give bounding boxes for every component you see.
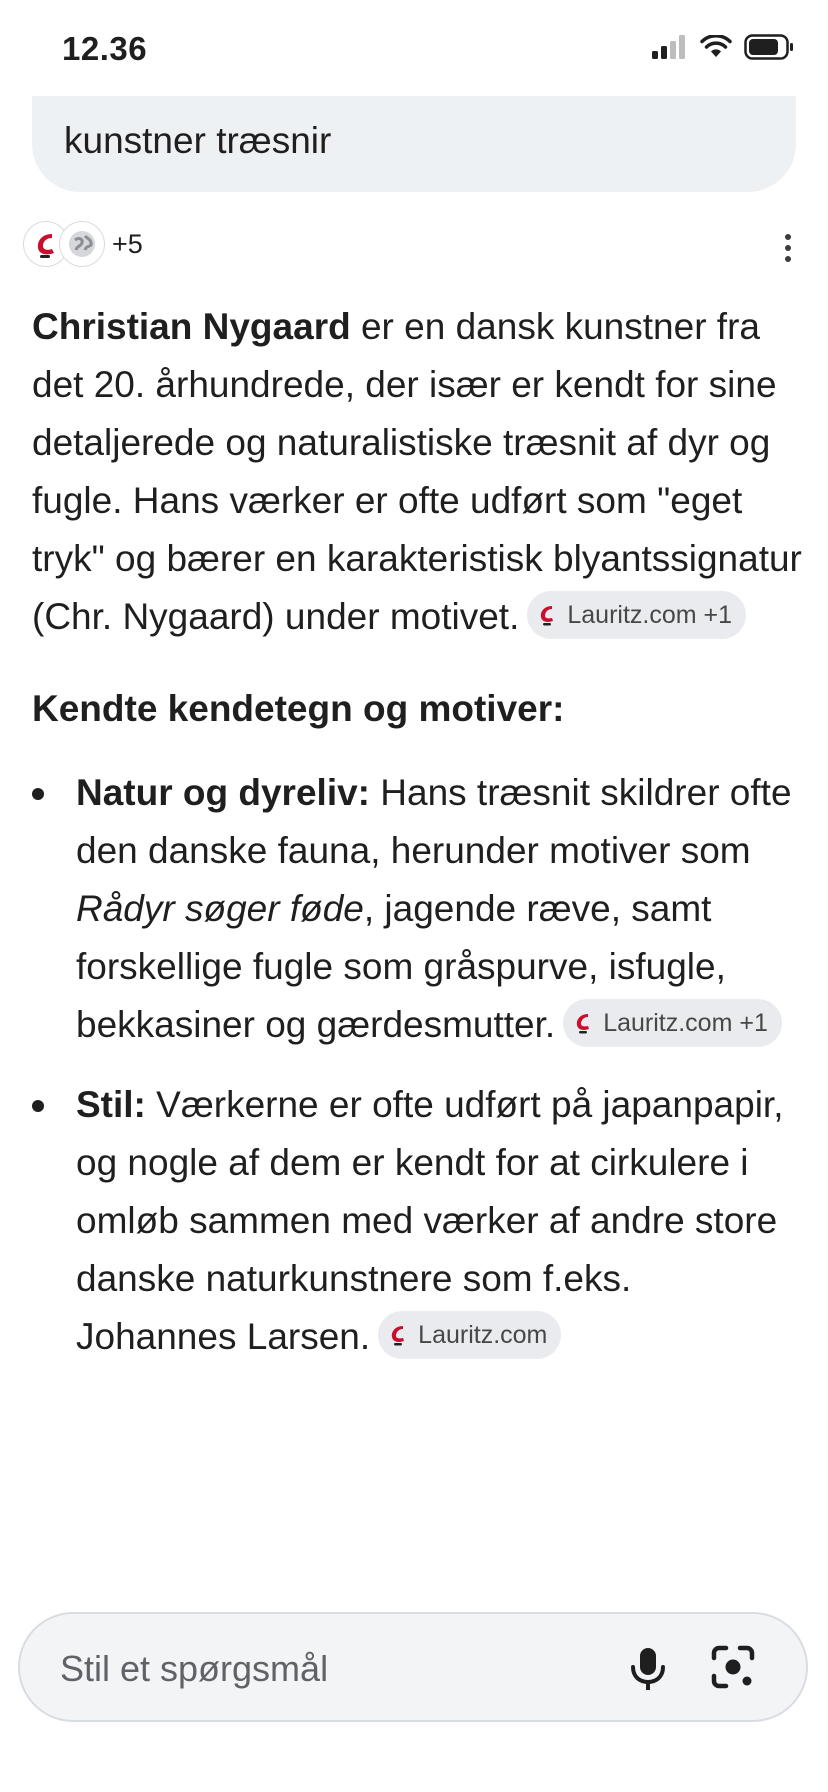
citation-label: Lauritz.com	[418, 1321, 548, 1350]
source-globe-icon	[60, 222, 104, 266]
sources-count: +5	[112, 228, 143, 259]
citation-label: Lauritz.com +1	[603, 1009, 768, 1038]
lauritz-logo-icon	[573, 1011, 595, 1035]
answer-intro-text: er en dansk kunstner fra det 20. århundrede, der især er kendt for sine detaljerede og naturalistiske træsnit af dyr og fugle. Hans værker er ofte udført som "eget tryk" og bærer en karakteristisk blyantssignatur (Chr. Nygaard) under motivet.	[32, 306, 802, 637]
sources-row[interactable]	[24, 222, 143, 266]
wifi-icon	[700, 35, 732, 64]
section-heading: Kendte kendetegn og motiver:	[32, 688, 565, 729]
bullet-list	[32, 764, 802, 1366]
status-bar	[0, 0, 828, 96]
bullet-title: Natur og dyreliv:	[76, 772, 370, 813]
cellular-signal-icon	[652, 35, 688, 64]
answer-intro	[32, 298, 802, 646]
bullet-text: Værkerne er ofte udført på japanpapir, og nogle af dem er kendt for at cirkulere i omløb sammen med værker af andre store danske naturkunstnere som f.eks. Johannes Larsen.	[76, 1084, 784, 1357]
ask-input[interactable]: Stil et spørgsmål	[60, 1648, 329, 1689]
microphone-icon[interactable]	[628, 1646, 668, 1697]
status-icons	[652, 34, 794, 65]
lens-camera-icon[interactable]	[710, 1644, 756, 1695]
bullet-text: Hans træsnit skildrer ofte den danske fauna, herunder motiver som	[76, 772, 792, 871]
ai-answer	[32, 298, 802, 1388]
more-vertical-icon[interactable]	[772, 228, 804, 268]
list-item	[32, 1076, 802, 1366]
answer-subject: Christian Nygaard	[32, 306, 351, 347]
ask-input-bar[interactable]	[18, 1612, 808, 1722]
citation-chip-bullet2[interactable]	[378, 1311, 561, 1359]
citation-label: Lauritz.com +1	[567, 601, 733, 630]
citation-chip-intro[interactable]	[527, 591, 746, 639]
lauritz-logo-icon	[537, 603, 559, 627]
status-time: 12.36	[62, 30, 148, 67]
lauritz-logo-icon	[388, 1323, 410, 1347]
artwork-title: Rådyr søger føde	[76, 888, 364, 929]
bullet-title: Stil:	[76, 1084, 146, 1125]
citation-chip-bullet1[interactable]	[563, 999, 782, 1047]
list-item	[32, 764, 802, 1054]
bullet-text: , jagende ræve, samt forskellige fugle som gråspurve, isfugle, bekkasiner og gærdesmutter.	[76, 888, 726, 1045]
query-text: kunstner træsnir	[64, 120, 332, 161]
battery-icon	[744, 34, 794, 65]
